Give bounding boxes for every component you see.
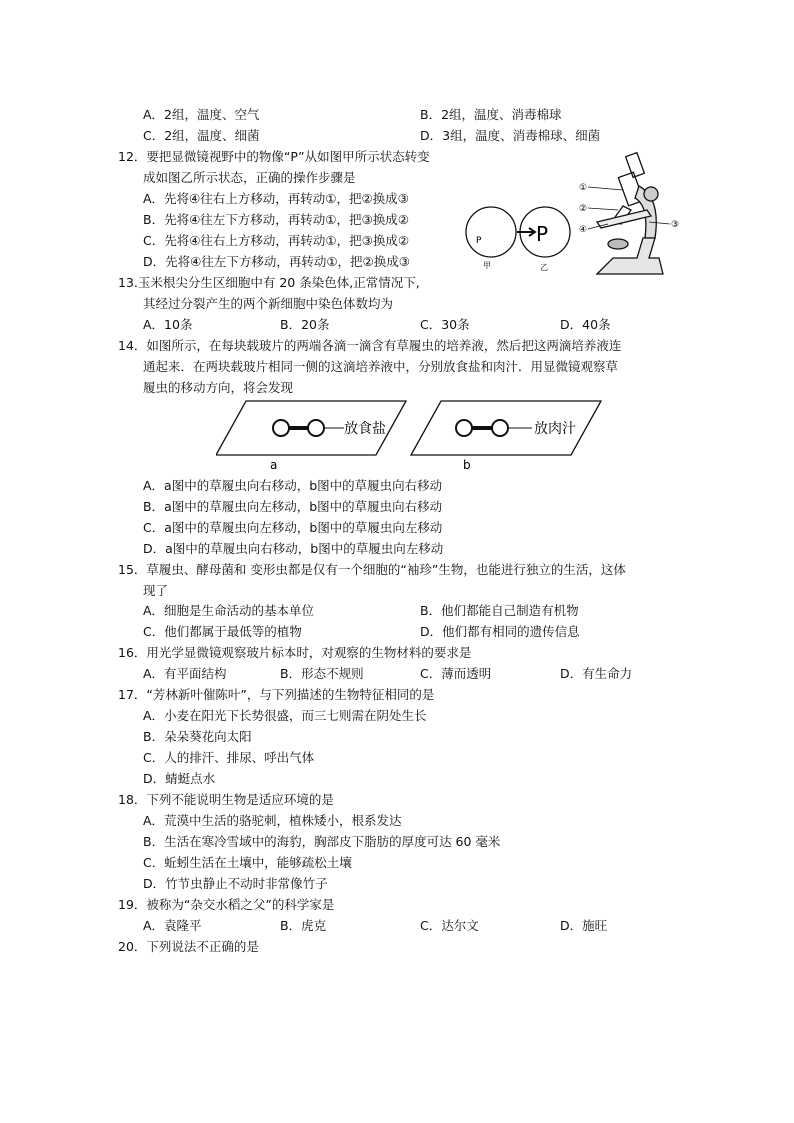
view-jia-small-p: P bbox=[476, 236, 482, 246]
q16-option-a: A．有平面结构 bbox=[143, 666, 227, 681]
q15-stem-line2: 现了 bbox=[143, 583, 169, 598]
q11-option-a: A．2组，温度、空气 bbox=[143, 107, 260, 122]
q19-option-c: C．达尔文 bbox=[420, 918, 479, 933]
q17-stem: 17．“芳林新叶催陈叶”，与下列描述的生物特征相同的是 bbox=[118, 687, 435, 702]
q14-stem-line1: 14．如图所示，在每块载玻片的两端各滴一滴含有草履虫的培养液，然后把这两滴培养液连 bbox=[118, 338, 622, 353]
q11-option-d: D．3组，温度、消毒棉球、细菌 bbox=[420, 128, 601, 143]
q14-option-d: D．a图中的草履虫向右移动，b图中的草履虫向左移动 bbox=[143, 541, 444, 556]
q11-option-c: C．2组，温度、细菌 bbox=[143, 128, 260, 143]
q15-option-c: C．他们都属于最低等的植物 bbox=[143, 624, 302, 639]
q14-stem-line3: 履虫的移动方向，将会发现 bbox=[143, 380, 294, 395]
q13-stem-line2: 其经过分裂产生的两个新细胞中染色体数均为 bbox=[143, 296, 394, 311]
q19-option-d: D．施旺 bbox=[560, 918, 608, 933]
q13-stem-line1: 13.玉米根尖分生区细胞中有 20 条染色体,正常情况下, bbox=[118, 275, 420, 290]
q14-stem-line2: 通起来．在两块载玻片相同一侧的这滴培养液中，分别放食盐和肉汁．用显微镜观察草 bbox=[143, 359, 619, 374]
juice-label: 放肉汁 bbox=[534, 421, 576, 437]
q19-option-a: A．袁隆平 bbox=[143, 918, 202, 933]
q17-option-d: D．蜻蜓点水 bbox=[143, 771, 216, 786]
q12-option-b: B．先将④往左下方移动，再转动①，把③换成② bbox=[143, 212, 409, 227]
q12-option-d: D．先将④往左下方移动，再转动①，把②换成③ bbox=[143, 254, 410, 269]
q12-stem-line2: 成如图乙所示状态，正确的操作步骤是 bbox=[143, 170, 356, 185]
q12-microscope-figure bbox=[463, 146, 693, 281]
q13-option-c: C．30条 bbox=[420, 317, 470, 332]
q14-slides-figure bbox=[216, 397, 626, 473]
view-circle-jia bbox=[466, 207, 516, 257]
q15-option-a: A．细胞是生命活动的基本单位 bbox=[143, 603, 315, 618]
q14-option-a: A．a图中的草履虫向右移动，b图中的草履虫向右移动 bbox=[143, 478, 443, 493]
q15-option-b: B．他们都能自己制造有机物 bbox=[420, 603, 579, 618]
q13-option-b: B．20条 bbox=[280, 317, 330, 332]
q12-stem-line1: 12．要把显微镜视野中的物像“P”从如图甲所示状态转变 bbox=[118, 149, 430, 164]
view-yi-big-p: P bbox=[536, 222, 549, 246]
q17-option-a: A．小麦在阳光下长势很盛，而三七则需在阴处生长 bbox=[143, 708, 427, 723]
q16-option-c: C．薄而透明 bbox=[420, 666, 492, 681]
slide-a-label: a bbox=[270, 458, 278, 472]
salt-label: 放食盐 bbox=[344, 421, 386, 437]
q20-stem: 20．下列说法不正确的是 bbox=[118, 939, 259, 954]
q18-stem: 18．下列不能说明生物是适应环境的是 bbox=[118, 792, 334, 807]
part-2-label: ② bbox=[579, 204, 588, 214]
part-3-label: ③ bbox=[671, 220, 680, 230]
q16-option-b: B．形态不规则 bbox=[280, 666, 364, 681]
q15-option-d: D．他们都有相同的遗传信息 bbox=[420, 624, 580, 639]
q15-stem-line1: 15．草履虫、酵母菌和 变形虫都是仅有一个细胞的“袖珍”生物，也能进行独立的生活，这体 bbox=[118, 562, 626, 577]
q11-option-b: B．2组，温度、消毒棉球 bbox=[420, 107, 562, 122]
q18-option-c: C．蚯蚓生活在土壤中，能够疏松土壤 bbox=[143, 855, 352, 870]
q19-stem: 19．被称为“杂交水稻之父”的科学家是 bbox=[118, 897, 335, 912]
part-4-label: ④ bbox=[579, 225, 588, 235]
slide-b-label: b bbox=[463, 458, 471, 472]
q14-option-c: C．a图中的草履虫向左移动，b图中的草履虫向左移动 bbox=[143, 520, 443, 535]
q16-option-d: D．有生命力 bbox=[560, 666, 633, 681]
q18-option-d: D．竹节虫静止不动时非常像竹子 bbox=[143, 876, 328, 891]
q14-option-b: B．a图中的草履虫向左移动，b图中的草履虫向右移动 bbox=[143, 499, 443, 514]
q13-option-d: D．40条 bbox=[560, 317, 611, 332]
view-jia-label: 甲 bbox=[483, 261, 491, 270]
q17-option-c: C．人的排汗、排尿、呼出气体 bbox=[143, 750, 315, 765]
q13-option-a: A．10条 bbox=[143, 317, 193, 332]
q16-stem: 16．用光学显微镜观察玻片标本时，对观察的生物材料的要求是 bbox=[118, 645, 472, 660]
q17-option-b: B．朵朵葵花向太阳 bbox=[143, 729, 252, 744]
q12-option-c: C．先将④往右上方移动，再转动①，把③换成② bbox=[143, 233, 410, 248]
q19-option-b: B．虎克 bbox=[280, 918, 327, 933]
view-yi-label: 乙 bbox=[540, 263, 548, 272]
q12-option-a: A．先将④往右上方移动，再转动①，把②换成③ bbox=[143, 191, 409, 206]
microscope-icon bbox=[597, 153, 663, 274]
q18-option-b: B．生活在寒冷雪域中的海豹，胸部皮下脂肪的厚度可达 60 毫米 bbox=[143, 834, 501, 849]
q18-option-a: A．荒漠中生活的骆驼刺，植株矮小，根系发达 bbox=[143, 813, 402, 828]
part-1-label: ① bbox=[579, 183, 588, 193]
